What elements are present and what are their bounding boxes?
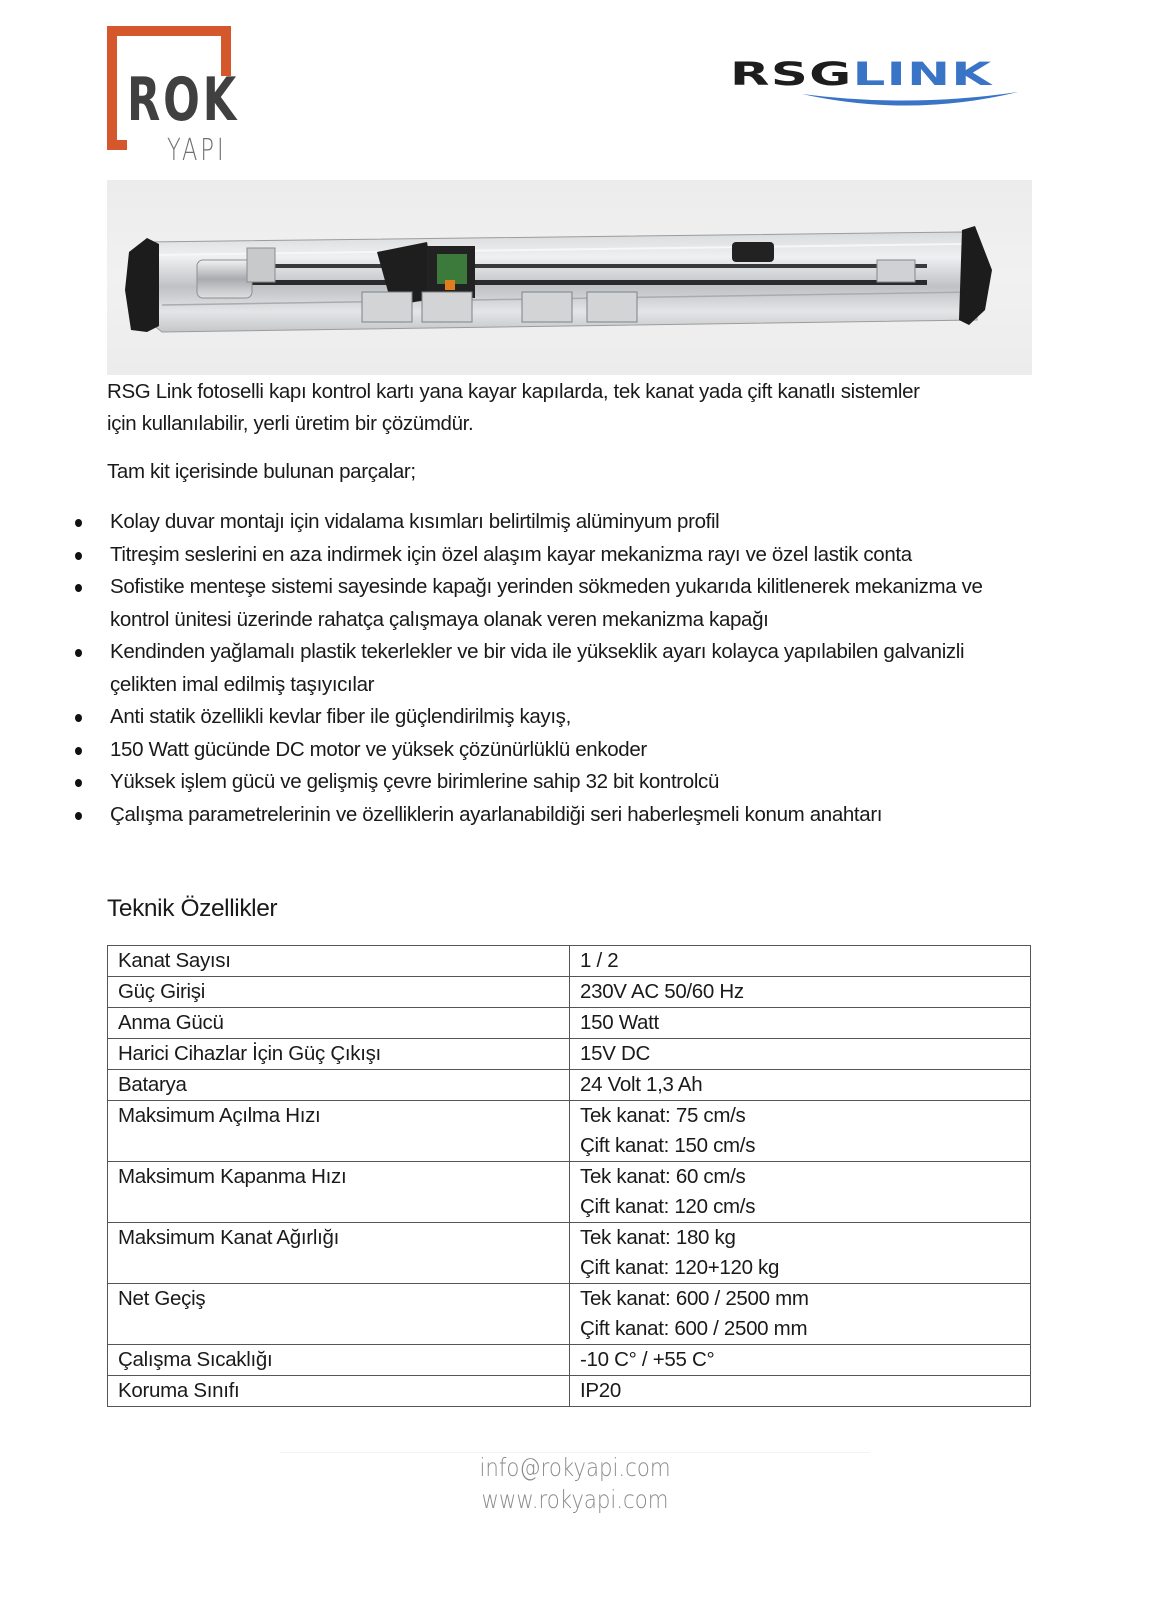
logo-subtitle: YAPI — [167, 133, 227, 168]
spec-value-line: Tek kanat: 600 / 2500 mm — [580, 1287, 809, 1310]
list-item-text: kontrol ünitesi üzerinde rahatça çalışmaya olanak veren mekanizma kapağı — [110, 607, 769, 631]
list-item — [72, 506, 1112, 539]
spec-value-line: Çift kanat: 120 cm/s — [580, 1195, 756, 1218]
bullet-icon — [75, 779, 82, 787]
spec-value-line: IP20 — [580, 1379, 621, 1402]
brand-wordmark-link: LINK — [852, 55, 993, 93]
spec-value — [570, 1008, 1031, 1039]
spec-value-line: Tek kanat: 180 kg — [580, 1226, 736, 1249]
spec-label: Maksimum Kapanma Hızı — [108, 1162, 570, 1223]
brand-wordmark — [730, 55, 993, 93]
list-item-text: Kolay duvar montajı için vidalama kısımları belirtilmiş alüminyum profil — [110, 510, 720, 533]
intro-line: RSG Link fotoselli kapı kontrol kartı yana kayar kapılarda, tek kanat yada çift kanatlı sistemler — [107, 380, 920, 403]
brand-wordmark-rsg: RSG — [730, 55, 853, 93]
intro-line: için kullanılabilir, yerli üretim bir çözümdür. — [107, 412, 474, 435]
footer-email[interactable]: info@rokyapi.com — [479, 1453, 671, 1482]
list-item-text: Anti statik özellikli kevlar fiber ile güçlendirilmiş kayış, — [110, 705, 571, 728]
logo-frame — [107, 26, 231, 36]
bullet-icon — [75, 714, 82, 722]
kit-heading: Tam kit içerisinde bulunan parçalar; — [107, 460, 416, 483]
table-row — [108, 1376, 1031, 1407]
bullet-icon — [75, 747, 82, 755]
list-item-text: 150 Watt gücünde DC motor ve yüksek çözünürlüklü enkoder — [110, 737, 647, 761]
spec-value-line: -10 C° / +55 C° — [580, 1348, 715, 1371]
list-item-text: Kendinden yağlamalı plastik tekerlekler ve bir vida ile yükseklik ayarı kolayca yapılabilen galvanizli — [110, 640, 965, 663]
list-item — [72, 539, 1112, 572]
footer-contact — [0, 1452, 1150, 1516]
table-row — [108, 1008, 1031, 1039]
spec-value — [570, 977, 1031, 1008]
spec-value-line: Tek kanat: 60 cm/s — [580, 1165, 746, 1188]
spec-label: Güç Girişi — [108, 977, 570, 1008]
logo-frame — [107, 140, 127, 150]
tech-specs-table — [107, 945, 1031, 1407]
table-row — [108, 977, 1031, 1008]
logo-frame — [107, 26, 117, 150]
footer-website[interactable]: www.rokyapi.com — [481, 1485, 669, 1514]
spec-value-line: 230V AC 50/60 Hz — [580, 980, 744, 1003]
table-row — [108, 1070, 1031, 1101]
spec-value-line: 15V DC — [580, 1042, 650, 1065]
list-item-text: Titreşim seslerini en aza indirmek için özel alaşım kayar mekanizma rayı ve özel lastik conta — [110, 542, 912, 566]
table-row — [108, 946, 1031, 977]
table-row — [108, 1345, 1031, 1376]
spec-label: Net Geçiş — [108, 1284, 570, 1345]
spec-label: Harici Cihazlar İçin Güç Çıkışı — [108, 1039, 570, 1070]
list-item — [72, 734, 1112, 767]
spec-value — [570, 1101, 1031, 1162]
company-logo — [107, 26, 240, 168]
spec-value-line: Çift kanat: 120+120 kg — [580, 1256, 780, 1279]
spec-label: Koruma Sınıfı — [108, 1376, 570, 1407]
spec-label: Kanat Sayısı — [108, 946, 570, 977]
bullet-icon — [75, 649, 82, 657]
spec-value-line: 1 / 2 — [580, 949, 619, 972]
list-item — [72, 701, 1112, 734]
spec-value-line: Çift kanat: 600 / 2500 mm — [580, 1317, 808, 1340]
table-row — [108, 1039, 1031, 1070]
bullet-icon — [75, 552, 82, 560]
product-illustration — [107, 180, 1032, 375]
spec-value-line: 150 Watt — [580, 1011, 659, 1034]
spec-value — [570, 1162, 1031, 1223]
list-item-text: çelikten imal edilmiş taşıyıcılar — [110, 672, 375, 696]
list-item — [72, 799, 1112, 832]
spec-value — [570, 1070, 1031, 1101]
spec-label: Maksimum Kanat Ağırlığı — [108, 1223, 570, 1284]
table-row — [108, 1223, 1031, 1284]
list-item-text: Çalışma parametrelerinin ve özelliklerin ayarlanabildiği seri haberleşmeli konum anahtarı — [110, 802, 883, 826]
spec-value — [570, 1345, 1031, 1376]
spec-value-line: 24 Volt 1,3 Ah — [580, 1073, 703, 1096]
intro-paragraph — [107, 376, 1047, 440]
table-row — [108, 1284, 1031, 1345]
table-row — [108, 1101, 1031, 1162]
spec-label: Maksimum Açılma Hızı — [108, 1101, 570, 1162]
product-image — [107, 180, 1032, 375]
list-item — [72, 636, 1112, 701]
spec-value — [570, 1376, 1031, 1407]
spec-label: Anma Gücü — [108, 1008, 570, 1039]
spec-value-line: Çift kanat: 150 cm/s — [580, 1134, 756, 1157]
spec-label: Çalışma Sıcaklığı — [108, 1345, 570, 1376]
list-item — [72, 766, 1112, 799]
spec-value — [570, 1223, 1031, 1284]
brand-logo — [730, 55, 1040, 118]
kit-items-list — [72, 506, 1112, 831]
list-item — [72, 571, 1112, 636]
spec-value — [570, 1039, 1031, 1070]
spec-value — [570, 1284, 1031, 1345]
swoosh-icon — [800, 88, 1020, 114]
bullet-icon — [75, 812, 82, 820]
spec-label: Batarya — [108, 1070, 570, 1101]
spec-value-line: Tek kanat: 75 cm/s — [580, 1104, 746, 1127]
logo-wordmark: ROK — [127, 65, 240, 135]
bullet-icon — [75, 519, 82, 527]
table-row — [108, 1162, 1031, 1223]
spec-value — [570, 946, 1031, 977]
list-item-text: Sofistike menteşe sistemi sayesinde kapağı yerinden sökmeden yukarıda kilitlenerek mekanizma ve — [110, 575, 983, 598]
tech-specs-title: Teknik Özellikler — [107, 895, 278, 922]
bullet-icon — [75, 584, 82, 592]
list-item-text: Yüksek işlem gücü ve gelişmiş çevre birimlerine sahip 32 bit kontrolcü — [110, 770, 719, 793]
